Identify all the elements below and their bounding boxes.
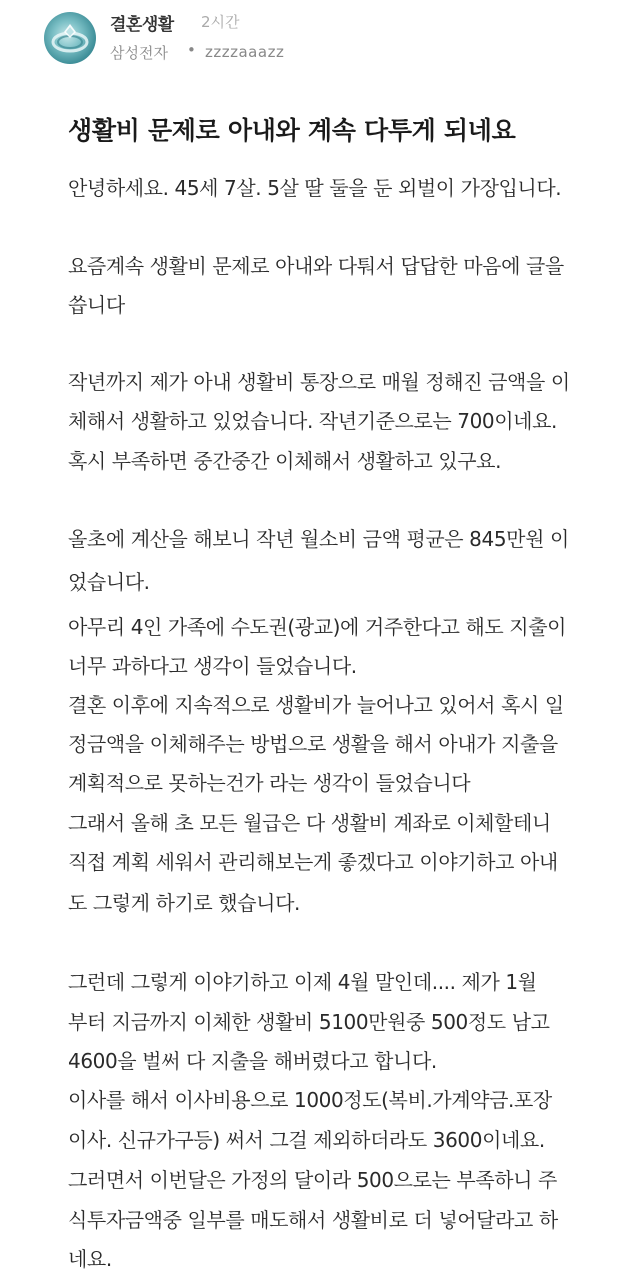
body-line: 체해서 생활하고 있었습니다. 작년기준으로는 700이네요. [68, 409, 557, 433]
body-line: 아무리 4인 가족에 수도권(광교)에 거주한다고 해도 지출이 [68, 615, 567, 639]
ring-icon [44, 12, 96, 64]
body-line: 안녕하세요. 45세 7살. 5살 딸 둘을 둔 외벌이 가장입니다. [68, 176, 562, 200]
author-company: 삼성전자 [110, 44, 168, 62]
body-line: 식투자금액중 일부를 매도해서 생활비로 더 넣어달라고 하 [68, 1208, 558, 1232]
post-title: 생활비 문제로 아내와 계속 다투게 되네요 [68, 116, 516, 145]
body-line: 너무 과하다고 생각이 들었습니다. [68, 654, 357, 678]
body-line: 이사. 신규가구등) 써서 그걸 제외하더라도 3600이네요. [68, 1128, 545, 1152]
avatar[interactable] [44, 12, 96, 64]
body-line: 요즘계속 생활비 문제로 아내와 다퉈서 답답한 마음에 글을 [68, 254, 564, 278]
body-line: 부터 지금까지 이체한 생활비 5100만원중 500정도 남고 [68, 1010, 550, 1034]
post-time: 2시간 [201, 13, 240, 31]
author-nickname[interactable]: zzzzaaazz [205, 43, 285, 61]
body-line: 정금액을 이체해주는 방법으로 생활을 해서 아내가 지출을 [68, 732, 558, 756]
post-header [0, 0, 640, 80]
body-line: 었습니다. [68, 570, 150, 594]
body-line: 네요. [68, 1247, 112, 1271]
body-line: 도 그렇게 하기로 했습니다. [68, 891, 300, 915]
body-line: 이사를 해서 이사비용으로 1000정도(복비.가계약금.포장 [68, 1088, 552, 1112]
community-name[interactable]: 결혼생활 [110, 15, 174, 35]
body-line: 직접 계획 세워서 관리해보는게 좋겠다고 이야기하고 아내 [68, 850, 558, 874]
body-line: 그러면서 이번달은 가정의 달이라 500으로는 부족하니 주 [68, 1168, 557, 1192]
body-line: 4600을 벌써 다 지출을 해버렸다고 합니다. [68, 1049, 437, 1073]
body-line: 결혼 이후에 지속적으로 생활비가 늘어나고 있어서 혹시 일 [68, 693, 564, 717]
meta-separator: • [187, 41, 196, 59]
body-line: 그래서 올해 초 모든 월급은 다 생활비 계좌로 이체할테니 [68, 811, 551, 835]
body-line: 그런데 그렇게 이야기하고 이제 4월 말인데.... 제가 1월 [68, 970, 537, 994]
body-line: 작년까지 제가 아내 생활비 통장으로 매월 정해진 금액을 이 [68, 370, 570, 394]
body-line: 씁니다 [68, 293, 125, 317]
body-line: 혹시 부족하면 중간중간 이체해서 생활하고 있구요. [68, 449, 502, 473]
body-line: 계획적으로 못하는건가 라는 생각이 들었습니다 [68, 771, 471, 795]
body-line: 올초에 계산을 해보니 작년 월소비 금액 평균은 845만원 이 [68, 527, 569, 551]
